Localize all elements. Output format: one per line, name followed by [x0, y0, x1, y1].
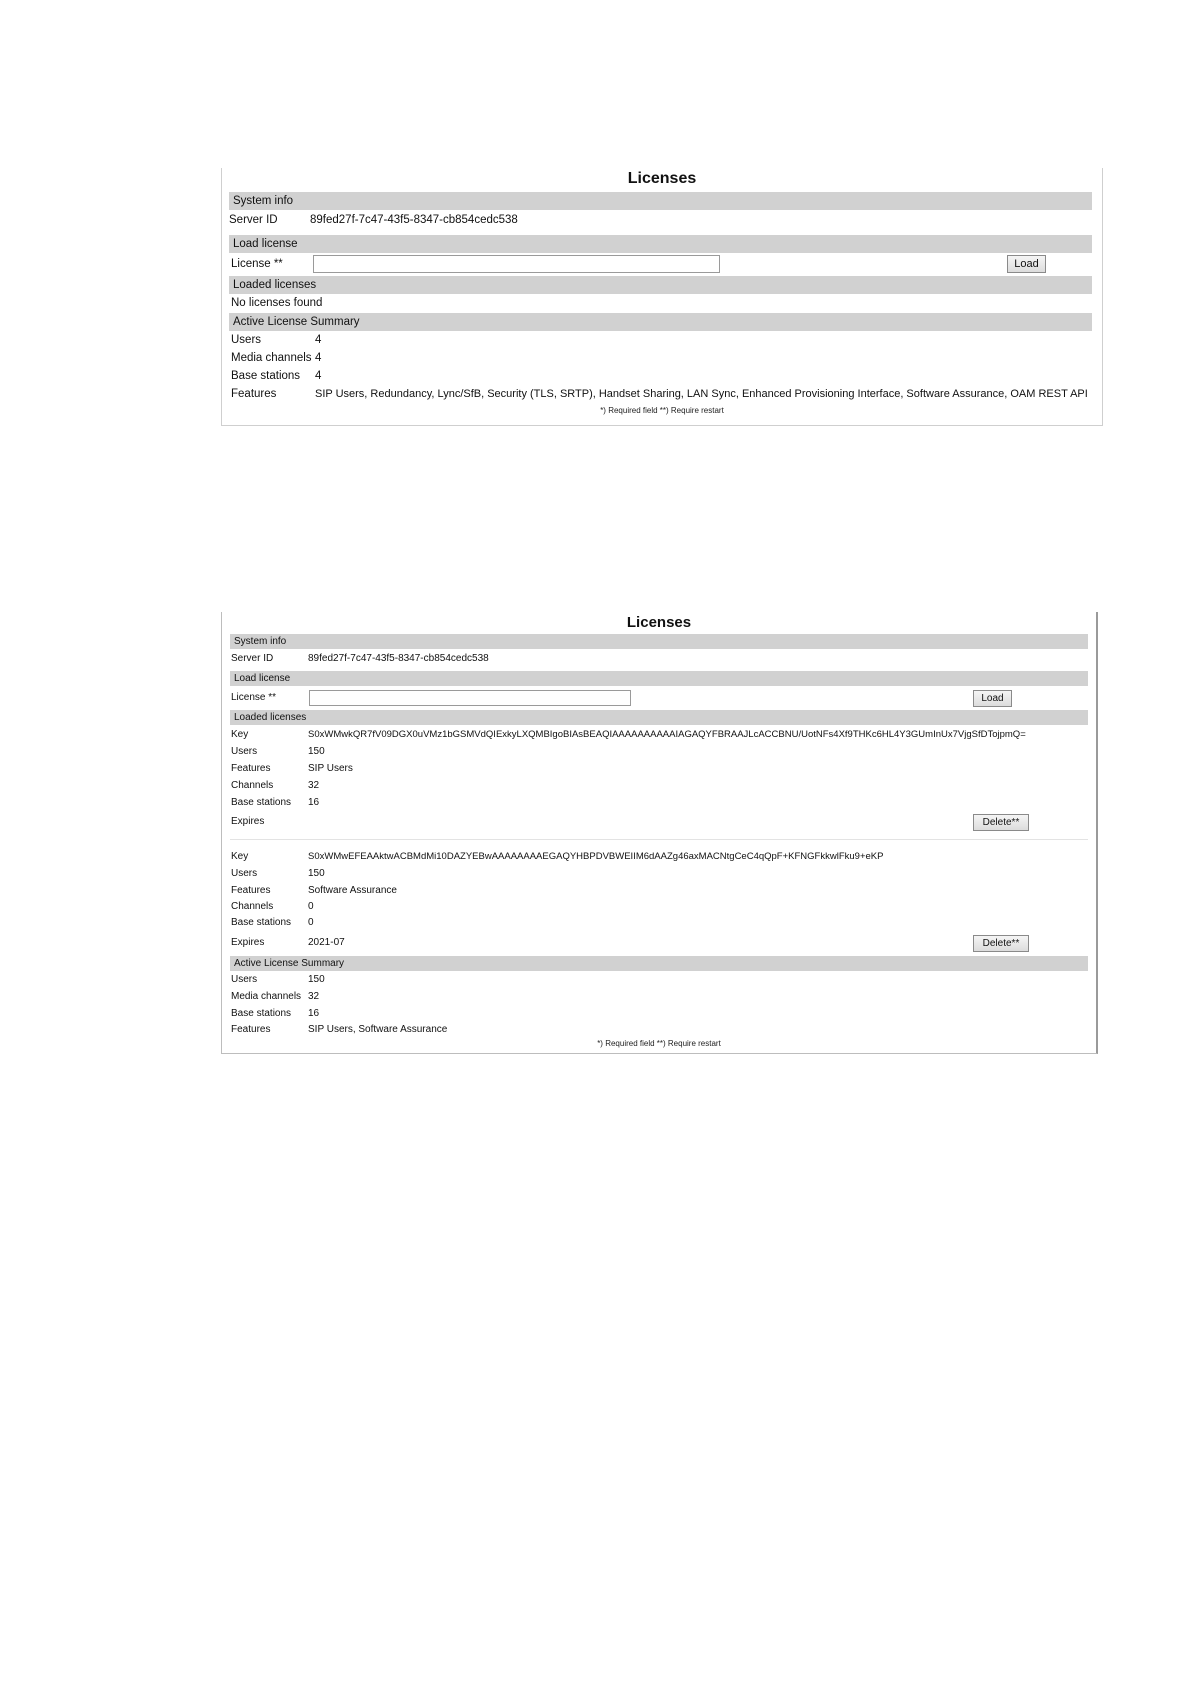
footnote: *) Required field **) Require restart — [600, 406, 724, 415]
base-stations-value: 0 — [308, 917, 314, 928]
features-value: Software Assurance — [308, 885, 397, 896]
users-value: 150 — [308, 868, 325, 879]
delete-license-button[interactable]: Delete** — [973, 935, 1029, 952]
loaded-licenses-header: Loaded licenses — [230, 710, 1088, 725]
channels-value: 32 — [308, 780, 320, 791]
license-input[interactable] — [309, 690, 631, 706]
key-label: Key — [231, 729, 249, 740]
expires-value: 2021-07 — [308, 937, 345, 948]
users-label: Users — [231, 868, 258, 879]
summary-base-label: Base stations — [231, 1008, 292, 1019]
summary-features-label: Features — [231, 388, 277, 400]
load-license-header: Load license — [230, 671, 1088, 686]
license-key-value: S0xWMwkQR7fV09DGX0uVMz1bGSMVdQIExkyLXQMBIgoBIAsBEAQIAAAAAAAAAAIAGAQYFBRAAJLcACCBNU/UotNFs4Xf9THKc6HL4Y3GUmInUx7VjgSfDTojpmQ= — [308, 729, 1026, 740]
features-value: SIP Users — [308, 763, 353, 774]
delete-license-button[interactable]: Delete** — [973, 814, 1029, 831]
summary-media-value: 32 — [308, 991, 320, 1002]
licenses-panel-1 — [221, 168, 1103, 426]
load-button[interactable]: Load — [1007, 255, 1046, 273]
channels-label: Channels — [231, 780, 274, 791]
summary-users-label: Users — [231, 974, 258, 985]
expires-label: Expires — [231, 816, 265, 827]
channels-value: 0 — [308, 901, 314, 912]
users-value: 150 — [308, 746, 325, 757]
loaded-licenses-header: Loaded licenses — [229, 276, 1092, 294]
users-label: Users — [231, 746, 258, 757]
license-key-value: S0xWMwEFEAAktwACBMdMi10DAZYEBwAAAAAAAAEGAQYHBPDVBWEIIM6dAAZg46axMACNtgCeC4qQpF+KFNGFkkwlFku9+eKP — [308, 851, 884, 862]
key-label: Key — [231, 851, 249, 862]
active-license-summary-header: Active License Summary — [229, 313, 1092, 331]
system-info-header: System info — [229, 192, 1092, 210]
summary-media-label: Media channels — [231, 991, 302, 1002]
features-label: Features — [231, 763, 271, 774]
page-title: Licenses — [627, 170, 697, 187]
page-title: Licenses — [626, 614, 692, 631]
load-license-header: Load license — [229, 235, 1092, 253]
system-info-header: System info — [230, 634, 1088, 649]
licenses-panel-2 — [221, 612, 1098, 1054]
summary-features-label: Features — [231, 1024, 271, 1035]
summary-users-value: 4 — [315, 334, 322, 346]
summary-base-value: 16 — [308, 1008, 320, 1019]
license-label: License ** — [231, 258, 283, 270]
footnote: *) Required field **) Require restart — [597, 1039, 721, 1048]
license-input[interactable] — [313, 255, 720, 273]
summary-users-value: 150 — [308, 974, 325, 985]
expires-label: Expires — [231, 937, 265, 948]
load-button[interactable]: Load — [973, 690, 1012, 707]
license-divider — [230, 839, 1088, 840]
server-id-label: Server ID — [231, 653, 274, 664]
active-license-summary-header: Active License Summary — [230, 956, 1088, 971]
license-label: License ** — [231, 692, 277, 703]
summary-features-value: SIP Users, Software Assurance — [308, 1024, 448, 1035]
summary-media-label: Media channels — [231, 352, 312, 364]
base-stations-label: Base stations — [231, 797, 292, 808]
base-stations-value: 16 — [308, 797, 320, 808]
server-id-value: 89fed27f-7c47-43f5-8347-cb854cedc538 — [308, 653, 489, 664]
summary-features-value: SIP Users, Redundancy, Lync/SfB, Security (TLS, SRTP), Handset Sharing, LAN Sync, Enhanced Provisioning Interface, Software Assurance, OAM REST API — [315, 388, 1088, 400]
summary-media-value: 4 — [315, 352, 322, 364]
summary-base-value: 4 — [315, 370, 322, 382]
channels-label: Channels — [231, 901, 274, 912]
server-id-value: 89fed27f-7c47-43f5-8347-cb854cedc538 — [310, 214, 518, 226]
server-id-label: Server ID — [229, 214, 278, 226]
summary-users-label: Users — [231, 334, 262, 346]
no-licenses-text: No licenses found — [231, 297, 323, 309]
features-label: Features — [231, 885, 271, 896]
summary-base-label: Base stations — [231, 370, 301, 382]
base-stations-label: Base stations — [231, 917, 292, 928]
